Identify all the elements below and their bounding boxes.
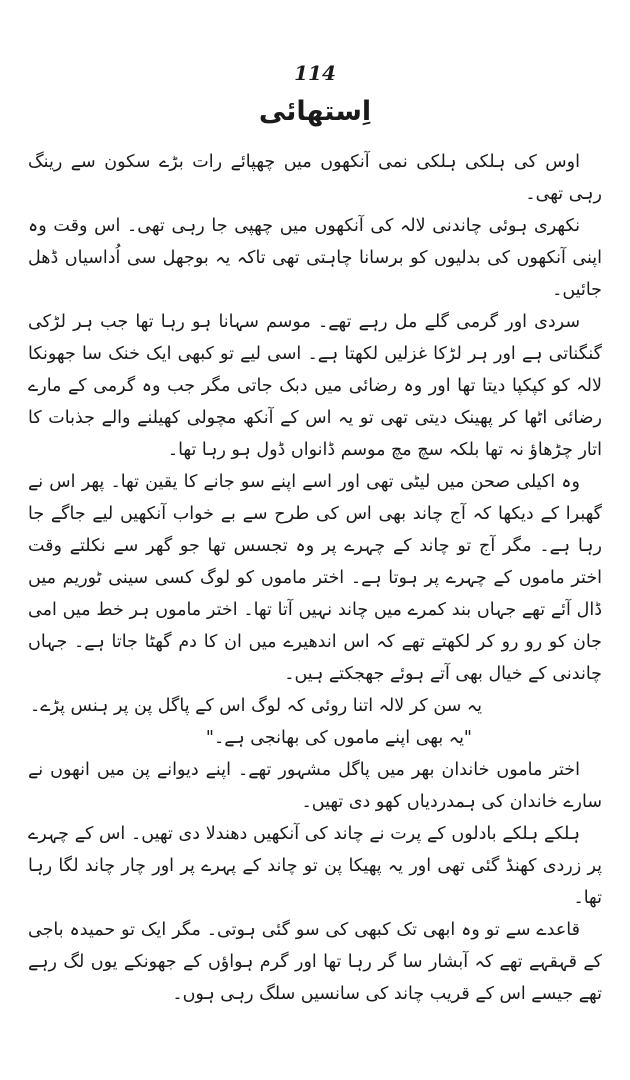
paragraph: اختر ماموں خاندان بھر میں پاگل مشہور تھے۔ اپنے دیوانے پن میں انھوں نے سارے خاندان کی ہمدردیاں کھو دی تھیں۔ xyxy=(28,760,602,812)
paragraph: سردی اور گرمی گلے مل رہے تھے۔ موسم سہانا ہو رہا تھا جب ہر لڑکی گنگناتی ہے اور ہر لڑکا غزلیں لکھتا ہے۔ اسی لیے تو کبھی ایک خنک سا جھونکا لالہ کو کپکپا دیتا تھا اور وہ رضائی میں دبک جاتی مگر جب وہ گرمی کے مارے رضائی اٹھا کر پھینک دیتی تھی تو یہ اس کے آنکھ مچولی کھیلنے والے جذبات کا اتار چڑھاؤ نہ تھا بلکہ سچ مچ موسم ڈانواں ڈول ہو رہا تھا۔ xyxy=(28,312,602,460)
paragraph: نکھری ہوئی چاندنی لالہ کی آنکھوں میں چھپی جا رہی تھی۔ اس وقت وہ اپنی آنکھوں کی بدلیوں کو برسانا چاہتی تھی تاکہ یہ بوجھل سی اُداسیاں ڈھل جائیں۔ xyxy=(28,216,602,300)
paragraph: اوس کی ہلکی ہلکی نمی آنکھوں میں چھپائے رات بڑے سکون سے رینگ رہی تھی۔ xyxy=(28,152,602,204)
body-text xyxy=(28,146,602,1010)
paragraph: ہلکے ہلکے بادلوں کے پرت نے چاند کی آنکھیں دھندلا دی تھیں۔ اس کے چہرے پر زردی کھنڈ گئی تھی اور یہ پھیکا پن تو چاند کے پہرے پر اور چار چاند لگا رہا تھا۔ xyxy=(28,824,602,908)
book-page xyxy=(28,60,602,1060)
paragraph: وہ اکیلی صحن میں لیٹی تھی اور اسے اپنے سو جانے کا یقین تھا۔ پھر اس نے گھبرا کے دیکھا کہ آج چاند بھی اس کی طرح سے بے خواب آنکھیں لیے جاگے جا رہا ہے۔ مگر آج تو چاند کے چہرے پر وہ تجسس تھا جو گھر سے نکلتے وقت اختر ماموں کے چہرے پر ہوتا ہے۔ اختر ماموں کو لوگ کسی سینی ٹوریم میں ڈال آئے تھے جہاں بند کمرے میں چاند نہیں آتا تھا۔ اختر ماموں ہر خط میں امی جان کو رو رو کر لکھتے تھے کہ اس اندھیرے میں ان کا دم گھٹا جاتا ہے۔ جہاں چاندنی کے خیال بھی آتے ہوئے جھجکتے ہیں۔ xyxy=(28,472,602,684)
paragraph: یہ سن کر لالہ اتنا روئی کہ لوگ اس کے پاگل پن پر ہنس پڑے۔ xyxy=(29,696,482,716)
chapter-title: اِستھائی xyxy=(258,96,372,127)
paragraph: قاعدے سے تو وہ ابھی تک کبھی کی سو گئی ہوتی۔ مگر ایک تو حمیدہ باجی کے قہقہے تھے کہ آبشار سا گر رہا تھا اور گرم ہواؤں کے جھونکے یوں لگ رہے تھے جیسے اس کے قریب چاند کی سانسیں سلگ رہی ہوں۔ xyxy=(28,920,602,1004)
page-number: 114 xyxy=(294,61,336,85)
quoted-line: "یہ بھی اپنے ماموں کی بھانجی ہے۔" xyxy=(205,728,472,748)
